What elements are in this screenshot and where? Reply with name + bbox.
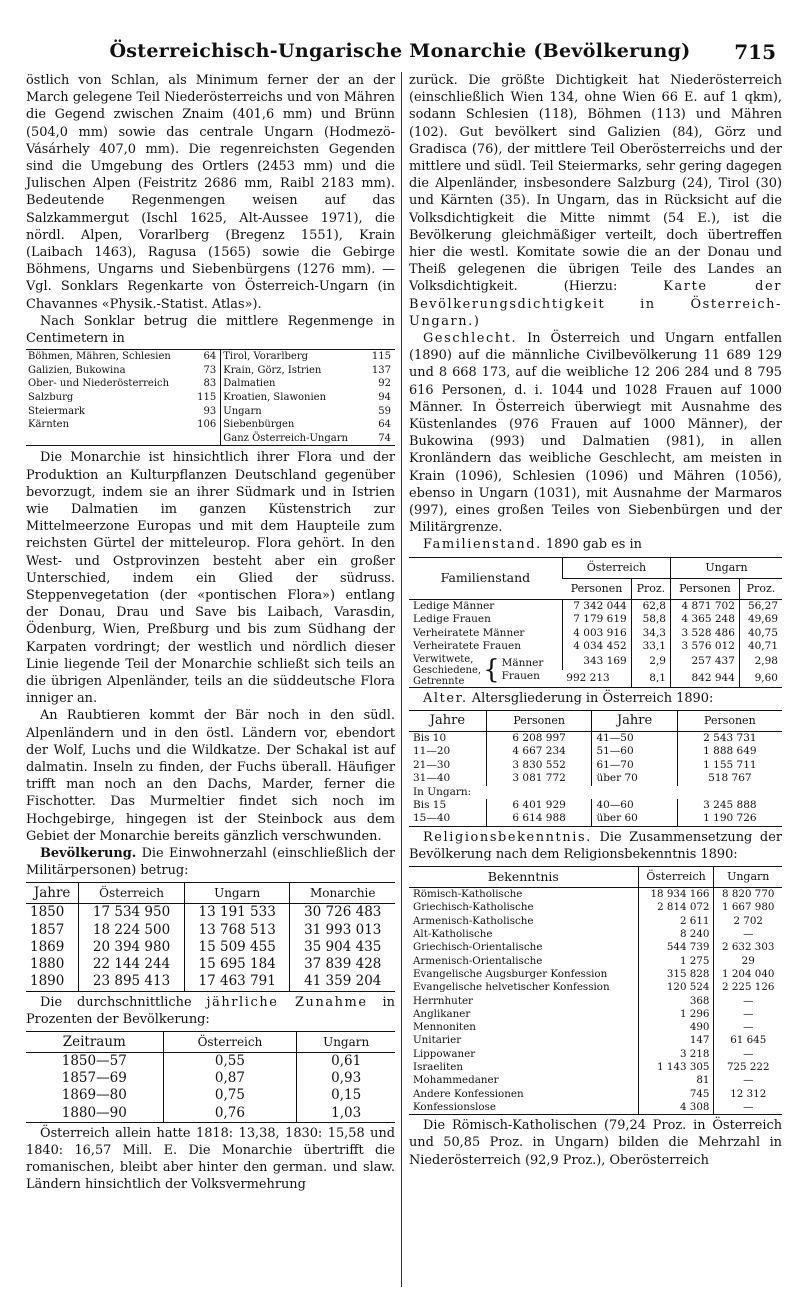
rainfall-value: 106 — [192, 418, 221, 432]
religion-name: Armenisch-Orientalische — [413, 954, 543, 967]
family-col-hungary: Ungarn — [670, 557, 782, 578]
age-range: Bis 15 — [413, 798, 447, 811]
age-range: 61—70 — [592, 759, 677, 772]
religion-row — [409, 1034, 782, 1047]
age-range: 41—50 — [592, 731, 677, 745]
rainfall-region: Böhmen, Mähren, Schlesien — [28, 351, 171, 363]
religion-name: Armenisch-Katholische — [413, 914, 534, 927]
age-persons: 6 208 997 — [486, 731, 592, 745]
rainfall-region: Kroatien, Slawonien — [223, 392, 327, 404]
family-status: Verheiratete Männer — [413, 626, 525, 639]
family-group-label: Geschiedene, — [413, 664, 482, 676]
family-value: 7 342 044 — [562, 599, 631, 613]
population-value: 17 534 950 — [79, 904, 185, 922]
paragraph-religion — [409, 829, 782, 863]
section-heading-age: Alter. — [423, 690, 468, 706]
religion-name: Römisch-Katholische — [413, 888, 523, 901]
rainfall-region: Ungarn — [223, 405, 262, 417]
rainfall-row — [26, 364, 395, 378]
section-heading-religion: Religionsbekenntnis. — [423, 829, 592, 845]
rainfall-value: 115 — [192, 391, 221, 405]
family-value: 257 437 — [670, 654, 739, 670]
population-value: 35 904 435 — [290, 939, 395, 956]
family-value: 40,75 — [739, 627, 782, 641]
religion-row — [409, 981, 782, 994]
family-value: 992 213 — [566, 671, 610, 684]
population-value: 22 144 244 — [79, 956, 185, 973]
rainfall-value: 59 — [378, 405, 391, 417]
population-value: 18 224 500 — [79, 922, 185, 939]
religion-value: 2 702 — [714, 915, 782, 928]
column-divider — [401, 72, 402, 1287]
family-value: 58,8 — [631, 613, 670, 627]
religion-value: 18 934 166 — [638, 888, 714, 902]
rainfall-region: Galizien, Bukowina — [28, 364, 126, 376]
paragraph-sonklar: Nach Sonklar betrug die mittlere Regenmenge in Centimetern in — [26, 313, 395, 347]
growth-text-emph: jährliche Zunahme — [206, 994, 368, 1010]
population-value: 20 394 980 — [79, 939, 185, 956]
family-value: 34,3 — [631, 627, 670, 641]
age-persons: 3 081 772 — [486, 772, 592, 785]
family-value: 8,1 — [631, 670, 670, 687]
age-text: Altersgliederung in Österreich 1890: — [471, 690, 714, 706]
family-value: 3 576 012 — [670, 640, 739, 654]
religion-row — [409, 1088, 782, 1101]
family-col-persons-hu: Personen — [670, 578, 739, 599]
rainfall-table — [26, 349, 395, 446]
religion-row — [409, 1048, 782, 1061]
religion-value: 544 739 — [638, 941, 714, 954]
religion-value: 2 225 126 — [714, 981, 782, 994]
family-value: 3 528 486 — [670, 627, 739, 641]
religion-value: 2 632 303 — [714, 941, 782, 954]
religion-value: 490 — [638, 1021, 714, 1034]
rainfall-value: 93 — [192, 405, 221, 419]
religion-table — [409, 866, 782, 1115]
religion-name: Evangelische helvetischer Konfession — [413, 981, 610, 994]
paragraph-fauna: An Raubtieren kommt der Bär noch in den südl. Alpenländern und in den östl. Ländern vor, ebendort der Wolf, Luchs und die Wildkatze. Der Schakal ist auf dalmatin. Inseln zu finden, der Fuchs überall. Häufiger trifft man noch an den Dachs, Marder, ferner die Fischotter. Das Murmeltier findet sich noch im Hochgebirge, hingegen ist der Steinbock aus dem Gebiet der Monarchie bereits gänzlich verschwunden. — [26, 708, 395, 844]
family-row — [409, 654, 782, 670]
religion-value: 81 — [638, 1074, 714, 1087]
rainfall-row — [26, 432, 395, 446]
family-col-austria: Österreich — [562, 557, 670, 578]
religion-row — [409, 1008, 782, 1021]
paragraph-age — [409, 690, 782, 707]
rainfall-region: Ganz Österreich-Ungarn — [223, 432, 348, 444]
religion-value: 1 275 — [638, 955, 714, 968]
population-year: 1890 — [30, 973, 65, 990]
religion-name: Lippowaner — [413, 1047, 476, 1060]
paragraph-population — [26, 845, 395, 879]
population-value: 17 463 791 — [184, 973, 290, 991]
religion-value: — — [714, 1101, 782, 1115]
family-value: 4 871 702 — [670, 599, 739, 613]
population-year: 1850 — [30, 904, 65, 921]
family-value: 2,9 — [631, 654, 670, 670]
age-row — [409, 731, 782, 745]
rainfall-value: 115 — [371, 351, 391, 363]
age-range: 11—20 — [413, 745, 451, 758]
section-heading-population: Bevölkerung. — [40, 846, 137, 862]
religion-col-header: Bekenntnis — [409, 867, 638, 888]
religion-name: Evangelische Augsburger Konfession — [413, 967, 608, 980]
population-year: 1880 — [30, 956, 65, 973]
family-value: 4 003 916 — [562, 627, 631, 641]
age-range: 51—60 — [592, 745, 677, 758]
page-number: 715 — [734, 40, 776, 64]
family-value: 2,98 — [739, 654, 782, 670]
family-col-proz-at: Proz. — [631, 578, 670, 599]
paragraph-austria-history: Österreich allein hatte 1818: 13,38, 1830: 15,58 und 1840: 16,57 Mill. E. Die Monarchie übertrifft die romanischen, bleibt aber hinter den german. und slaw. Ländern hinsichtlich der Volksvermehrung — [26, 1125, 395, 1193]
religion-value: 8 820 770 — [714, 888, 782, 902]
religion-value: 3 218 — [638, 1048, 714, 1061]
religion-row — [409, 968, 782, 981]
population-row — [26, 939, 395, 956]
rainfall-value: 73 — [192, 364, 221, 378]
religion-name: Konfessionslose — [413, 1100, 496, 1113]
religion-name: Mennoniten — [413, 1021, 476, 1034]
family-value: 33,1 — [631, 640, 670, 654]
population-value: 31 993 013 — [290, 922, 395, 939]
family-status: Verheiratete Frauen — [413, 640, 521, 653]
religion-value: 8 240 — [638, 928, 714, 941]
age-persons: 3 245 888 — [677, 799, 782, 812]
population-row — [26, 904, 395, 922]
age-row — [409, 745, 782, 758]
rainfall-value: 137 — [371, 364, 391, 376]
rainfall-row — [26, 377, 395, 391]
population-value: 37 839 428 — [290, 956, 395, 973]
running-title: Österreichisch-Ungarische Monarchie (Bevölkerung) — [109, 40, 691, 62]
density-text-end: ) — [473, 313, 479, 329]
rainfall-region — [26, 432, 192, 446]
section-heading-family: Familienstand. — [423, 537, 542, 553]
religion-row — [409, 955, 782, 968]
population-value: 30 726 483 — [290, 904, 395, 922]
growth-text-b: in Prozenten der Bevölkerung: — [26, 994, 395, 1027]
family-row — [409, 627, 782, 641]
growth-col-header: Zeitraum — [26, 1031, 163, 1052]
rainfall-value: 64 — [192, 350, 221, 364]
rainfall-row — [26, 418, 395, 432]
religion-value: — — [714, 928, 782, 941]
population-row — [26, 973, 395, 991]
sex-text: In Österreich und Ungarn entfallen (1890) auf die männliche Civilbevölkerung 11 689 129 und 8 668 173, auf die weibliche 12 206 284 und 8 795 616 Personen, d. i. 1044 und 1028 Frauen auf 1000 Männer. In Österreich überwiegt mit Ausnahme des Küstenlandes (976 Frauen auf 1000 Männer), der Bukowina (993) und Dalmatien (981), in allen Kronländern das weibliche Geschlecht, am meisten in Krain (1096), Schlesien (1096) und Mähren (1056), ebenso in Ungarn (1031), mit Ausnahme der Marmaros (997), eines großen Teiles von Siebenbürgen und der Militärgrenze. — [409, 331, 782, 536]
religion-value: 368 — [638, 995, 714, 1008]
population-row — [26, 922, 395, 939]
growth-value: 0,61 — [297, 1052, 395, 1070]
age-range: über 60 — [592, 812, 677, 826]
population-col-header: Österreich — [79, 883, 185, 904]
population-value: 13 191 533 — [184, 904, 290, 922]
family-row — [409, 640, 782, 654]
family-value: 4 365 248 — [670, 613, 739, 627]
age-persons: 518 767 — [677, 772, 782, 785]
religion-value: 745 — [638, 1088, 714, 1101]
religion-value: 2 814 072 — [638, 901, 714, 914]
religion-text: Die Zusammensetzung der Bevölkerung nach dem Religionsbekenntnis 1890: — [409, 829, 782, 862]
paragraph-family — [409, 536, 782, 553]
age-col-header: Jahre — [592, 710, 677, 731]
age-table — [409, 710, 782, 827]
family-row — [409, 599, 782, 613]
religion-row — [409, 1101, 782, 1115]
rainfall-region: Krain, Görz, Istrien — [223, 364, 322, 376]
religion-row — [409, 928, 782, 941]
family-value: 7 179 619 — [562, 613, 631, 627]
brace-mark: { — [483, 655, 500, 686]
right-column — [409, 72, 782, 1169]
religion-name: Mohammedaner — [413, 1074, 499, 1087]
population-value: 13 768 513 — [184, 922, 290, 939]
family-status: Ledige Männer — [413, 599, 495, 612]
religion-value: 1 667 980 — [714, 901, 782, 914]
age-range: Bis 10 — [413, 731, 447, 744]
religion-value: — — [714, 1048, 782, 1061]
family-group-label: Getrennte — [413, 675, 465, 687]
growth-period: 1850—57 — [61, 1052, 127, 1069]
family-status: Ledige Frauen — [413, 613, 491, 626]
paragraph-catholics: Die Römisch-Katholischen (79,24 Proz. in Österreich und 50,85 Proz. in Ungarn) bilden die Mehrzahl in Niederösterreich (92,9 Proz.), Oberösterreich — [409, 1118, 782, 1168]
family-value: 56,27 — [739, 599, 782, 613]
religion-name: Herrnhuter — [413, 994, 473, 1007]
religion-name: Anglikaner — [413, 1007, 471, 1020]
paragraph-density — [409, 72, 782, 330]
rainfall-value: 83 — [192, 377, 221, 391]
age-subheader-row — [409, 786, 782, 799]
family-text: 1890 gab es in — [545, 537, 642, 553]
population-col-header: Jahre — [26, 883, 79, 904]
religion-value: — — [714, 1008, 782, 1021]
age-range: über 70 — [592, 772, 677, 785]
growth-value: 0,75 — [163, 1087, 297, 1104]
religion-value: 1 204 040 — [714, 968, 782, 981]
age-persons: 1 155 711 — [677, 759, 782, 772]
religion-value: 61 645 — [714, 1034, 782, 1047]
population-year: 1869 — [30, 938, 65, 955]
age-persons: 6 614 988 — [486, 812, 592, 826]
population-value: 15 695 184 — [184, 956, 290, 973]
growth-table — [26, 1031, 395, 1123]
family-value: 40,71 — [739, 640, 782, 654]
rainfall-region: Siebenbürgen — [223, 419, 295, 431]
family-sub-label: Frauen — [501, 670, 540, 683]
rainfall-region: Dalmatien — [223, 378, 276, 390]
religion-value: 147 — [638, 1034, 714, 1047]
age-range: 40—60 — [592, 799, 677, 812]
religion-value: 315 828 — [638, 968, 714, 981]
religion-name: Griechisch-Katholische — [413, 901, 534, 914]
growth-text-a: Die durchschnittliche — [40, 994, 192, 1010]
map-reference: Karte der Bevölkerungsdichtigkeit in Österreich-Ungarn. — [409, 279, 782, 329]
population-value: 41 359 204 — [290, 973, 395, 991]
growth-value: 0,93 — [297, 1070, 395, 1087]
religion-col-header: Österreich — [638, 867, 714, 888]
population-col-header: Ungarn — [184, 883, 290, 904]
religion-row — [409, 1074, 782, 1087]
religion-row — [409, 888, 782, 902]
age-persons: 6 401 929 — [486, 799, 592, 812]
rainfall-row — [26, 350, 395, 364]
running-header — [0, 40, 800, 70]
religion-value: 4 308 — [638, 1101, 714, 1115]
age-row — [409, 812, 782, 826]
family-value: 9,60 — [739, 670, 782, 687]
growth-row — [26, 1087, 395, 1104]
age-persons: 2 543 731 — [677, 731, 782, 745]
growth-value: 0,55 — [163, 1052, 297, 1070]
age-col-header: Jahre — [409, 710, 486, 731]
age-persons: 4 667 234 — [486, 745, 592, 758]
population-intro: Die Einwohnerzahl (einschließlich der Militärpersonen) betrug: — [26, 846, 395, 879]
growth-value: 1,03 — [297, 1105, 395, 1123]
rainfall-region: Kärnten — [28, 419, 70, 431]
family-col-header: Familienstand — [409, 557, 562, 599]
rainfall-region: Steiermark — [28, 405, 85, 417]
age-persons: 1 190 726 — [677, 812, 782, 826]
paragraph-sex — [409, 330, 782, 536]
religion-value: 2 611 — [638, 915, 714, 928]
rainfall-row — [26, 405, 395, 419]
family-value: 4 034 452 — [562, 640, 631, 654]
family-group-label: Verwitwete, — [413, 653, 474, 665]
religion-row — [409, 915, 782, 928]
rainfall-value — [192, 432, 221, 446]
left-column — [26, 72, 395, 1194]
family-value: 842 944 — [670, 670, 739, 687]
age-range: 15—40 — [413, 812, 451, 825]
age-range: 31—40 — [413, 772, 451, 785]
religion-row — [409, 1061, 782, 1074]
age-row — [409, 799, 782, 812]
family-col-proz-hu: Proz. — [739, 578, 782, 599]
religion-name: Alt-Katholische — [413, 928, 493, 941]
religion-value: — — [714, 1021, 782, 1034]
density-text: zurück. Die größte Dichtigkeit hat Niederösterreich (einschließlich Wien 134, ohne Wien 66 E. auf 1 qkm), sodann Schlesien (118), Böhmen (113) und Mähren (102). Gut bevölkert sind Galizien (84), Görz und Gradisca (76), der mittlere Teil Oberösterreichs und der mittlere und südl. Teil Steiermarks, sehr gering dagegen die Alpenländer, insbesondere Salzburg (24), Tirol (30) und Kärnten (35). In Ungarn, das in Rücksicht auf die Volksdichtigkeit die Mitte nimmt (54 E.), ist die Bevölkerung gleichmäßiger verteilt, doch übertreffen hier die westl. Komitate sowie die an der Donau und Theiß gelegenen die übrigen Teile des Landes an Volksdichtigkeit. (Hierzu: — [409, 73, 782, 295]
population-row — [26, 956, 395, 973]
population-value: 23 895 413 — [79, 973, 185, 991]
religion-name: Unitarier — [413, 1034, 462, 1047]
rainfall-value: 92 — [378, 378, 391, 390]
religion-value: 1 143 305 — [638, 1061, 714, 1074]
religion-value: 120 524 — [638, 981, 714, 994]
religion-row — [409, 1021, 782, 1034]
growth-period: 1857—69 — [61, 1070, 127, 1087]
religion-row — [409, 941, 782, 954]
growth-col-header: Ungarn — [297, 1031, 395, 1052]
religion-name: Andere Konfessionen — [413, 1087, 524, 1100]
population-value: 15 509 455 — [184, 939, 290, 956]
religion-value: 1 296 — [638, 1008, 714, 1021]
growth-row — [26, 1052, 395, 1070]
paragraph-rainfall: östlich von Schlan, als Minimum ferner der an der March gelegene Teil Niederösterreichs und von Mähren die Gegend zwischen Znaim (401,6 mm) und Brünn (504,0 mm) sowie das centrale Ungarn (Hodmezö-Vásárhely 407,0 mm). Die regenreichsten Gegenden sind die Umgebung des Ortlers (2453 mm) und die Julischen Alpen (Feistritz 2686 mm, Raibl 2183 mm). Bedeutende Regenmengen weisen auf das Salzkammergut (Ischl 1625, Alt-Aussee 1971), die nördl. Alpen, Vorarlberg (Bregenz 1551), Krain (Laibach 1463), Ragusa (1565) sowie die Gebirge Böhmens, Ungarns und Siebenbürgens (1276 mm). — Vgl. Sonklars Regenkarte von Österreich-Ungarn (in Chavannes «Physik.-Statist. Atlas»). — [26, 73, 395, 312]
rainfall-row — [26, 391, 395, 405]
age-persons: 1 888 649 — [677, 745, 782, 758]
rainfall-value: 94 — [378, 392, 391, 404]
age-row — [409, 772, 782, 785]
age-subheader: In Ungarn: — [413, 785, 472, 798]
family-status — [409, 654, 562, 688]
rainfall-value: 64 — [378, 419, 391, 431]
family-value: 62,8 — [631, 599, 670, 613]
growth-value: 0,15 — [297, 1087, 395, 1104]
age-range: 21—30 — [413, 758, 451, 771]
religion-value: — — [714, 995, 782, 1008]
family-row — [409, 613, 782, 627]
family-status-table — [409, 557, 782, 688]
religion-value: — — [714, 1074, 782, 1087]
family-value: 343 169 — [562, 654, 631, 670]
family-col-persons-at: Personen — [562, 578, 631, 599]
religion-row — [409, 901, 782, 914]
family-value: 49,69 — [739, 613, 782, 627]
religion-value: 725 222 — [714, 1061, 782, 1074]
growth-value: 0,87 — [163, 1070, 297, 1087]
family-sub-label: Männer — [501, 656, 544, 669]
rainfall-region: Tirol, Vorarlberg — [223, 351, 309, 363]
section-heading-sex: Geschlecht. — [423, 331, 518, 347]
rainfall-value: 74 — [378, 432, 391, 444]
religion-value: 29 — [714, 955, 782, 968]
age-row — [409, 759, 782, 772]
population-year: 1857 — [30, 921, 65, 938]
growth-period: 1869—80 — [61, 1087, 127, 1104]
growth-period: 1880—90 — [61, 1104, 127, 1121]
growth-row — [26, 1070, 395, 1087]
paragraph-growth — [26, 994, 395, 1028]
religion-value: 12 312 — [714, 1088, 782, 1101]
growth-row — [26, 1105, 395, 1123]
religion-col-header: Ungarn — [714, 867, 782, 888]
age-col-header: Personen — [486, 710, 592, 731]
age-persons: 3 830 552 — [486, 759, 592, 772]
religion-name: Israeliten — [413, 1061, 463, 1073]
rainfall-region: Ober- und Niederösterreich — [28, 378, 170, 390]
rainfall-region: Salzburg — [28, 392, 74, 404]
religion-name: Griechisch-Orientalische — [413, 941, 543, 954]
growth-col-header: Österreich — [163, 1031, 297, 1052]
growth-value: 0,76 — [163, 1105, 297, 1123]
paragraph-flora: Die Monarchie ist hinsichtlich ihrer Flora und der Produktion an Kulturpflanzen Deutschland gegenüber bevorzugt, indem sie an ihrer Südmark und in Istrien wie Dalmatien im ganzen Küstenstrich zur Mittelmeerzone Europas und mit dem Haupteile zum reichsten Gürtel der mitteleurop. Flora gehört. In den West- und Ostprovinzen besteht aber ein großer Unterschied, indem ein Glied der südruss. Steppenvegetation (der «pontischen Flora») entlang der Donau, Drau und Save bis Laibach, Varasdin, Ödenburg, Wien, Preßburg und bis zum Südhang der Karpaten vordringt; der westlich und nördlich dieser Linie liegende Teil der Monarchie schließt sich teils an die übrigen Alpenländer, teils an die süddeutsche Flora inniger an. — [26, 450, 395, 707]
age-col-header: Personen — [677, 710, 782, 731]
population-table — [26, 882, 395, 991]
religion-row — [409, 995, 782, 1008]
population-col-header: Monarchie — [290, 883, 395, 904]
